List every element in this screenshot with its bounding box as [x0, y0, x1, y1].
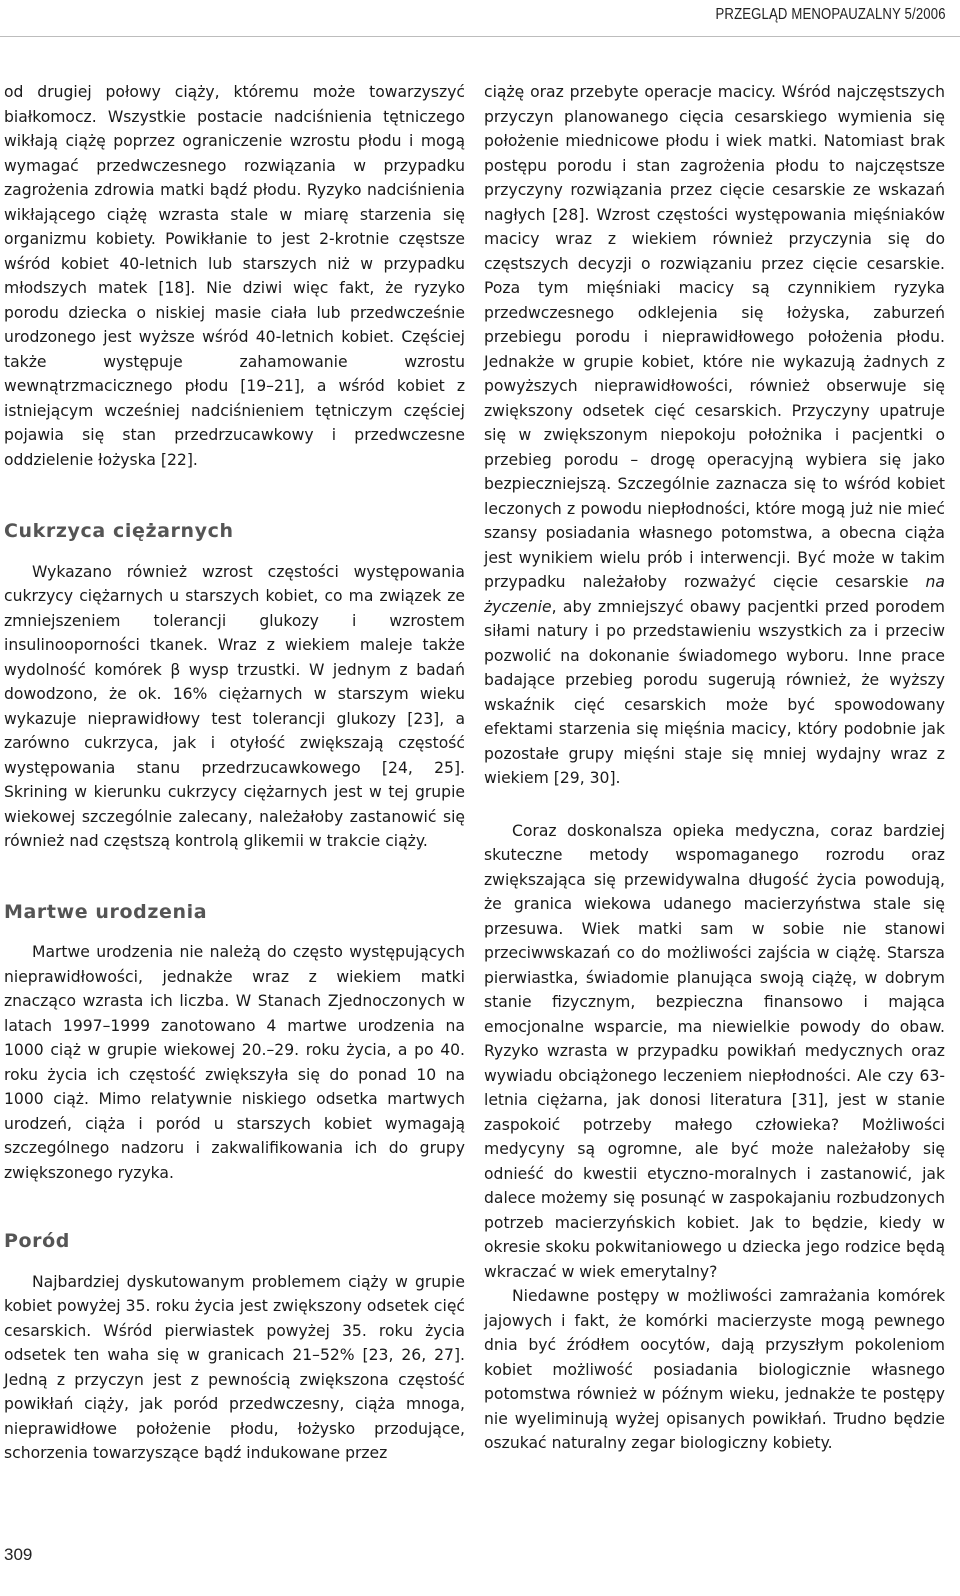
left-column — [4, 80, 465, 1466]
section-heading-porod: Poród — [4, 1230, 71, 1252]
text-run: , aby zmniejszyć obawy pacjentki przed porodem siłami natury i po przedstawieniu wszystkich za i przeciw pozwolić na dokonanie świadomego wyboru. Inne prace badające przebieg porodu sugerują również, że wyższy wskaźnik cięć cesarskich może być spowodowany efektami starzenia się mięśnia macicy, który podobnie jak pozostałe grupy mięśni staje się mniej wydajny wraz z wiekiem [29, 30]. — [484, 597, 945, 787]
paragraph-porod: Najbardziej dyskutowanym problemem ciąży w grupie kobiet powyżej 35. roku życia jest zwiększony odsetek cięć cesarskich. Wśród pierwiastek powyżej 35. roku życia odsetek ten waha się w granicach 21–52% [23, 26, 27]. Jedną z przyczyn jest z pewnością zwiększona częstość powikłań ciąży, jak poród przedwczesny, ciąża mnoga, nieprawidłowe położenie płodu, łożysko przodujące, schorzenia towarzyszące bądź indukowane przez — [4, 1272, 465, 1462]
paragraph-cukrzyca: Wykazano również wzrost częstości występowania cukrzycy ciężarnych u starszych kobiet, co ma związek ze zmniejszeniem tolerancji glukozy i wzrostem insulinooporności tkanek. Wraz z wiekiem maleje także wydolność komórek β wysp trzustki. W jednym z badań dowodzono, że ok. 16% ciężarnych w starszym wieku wykazuje nieprawidłowy test tolerancji glukozy [23], a zarówno cukrzyca, jak i otyłość zwiększają częstość występowania stanu przedrzucawkowego [24, 25]. Skrining w kierunku cukrzycy ciężarnych jest w tej grupie wiekowej szczególnie zalecany, należałoby zastanowić się również nad częstszą kontrolą glikemii w trakcie ciąży. — [4, 562, 465, 850]
paragraph-martwe-urodzenia: Martwe urodzenia nie należą do często występujących nieprawidłowości, jednakże wraz z wiekiem matki znacząco wzrasta ich liczba. W Stanach Zjednoczonych w latach 1997–1999 zanotowano 4 martwe urodzenia na 1000 ciąż w grupie wiekowej 20.–29. roku życia, a po 40. roku życia ich częstość zwiększyła się do ponad 10 na 1000 ciąż. Mimo relatywnie niskiego odsetka martwych urodzeń, ciąża i poród u starszych kobiet wymagają szczególnego nadzoru i zakwalifikowania ich do grupy zwiększonego ryzyka. — [4, 943, 465, 1182]
paragraph-cesarean-continued — [484, 80, 945, 791]
paragraph-modern-medicine: Coraz doskonalsza opieka medyczna, coraz bardziej skuteczne metody wspomaganego rozrodu oraz zwiększająca się przewidywalna długość życia powodują, że granica wiekowa udanego macierzyństwa stale się przesuwa. Wiek matki sam w sobie nie stanowi przeciwwskazań co do możliwości zajścia w ciążę. Starsza pierwiastka, świadomie planująca swoją ciążę, w dobrym stanie fizycznym, bezpieczna finansowo i mająca emocjonalne wsparcie, ma niewielkie powody do obaw. Ryzyko wzrasta w przypadku powikłań medycznych oraz wywiadu obciążonego leczeniem niepłodności. Ale czy 63-letnia ciężarna, jak donosi literatura [31], jest w stanie zaspokoić potrzeby małego człowieka? Możliwości medycyny są ogromne, ale być może należałoby się odnieść do kwestii etyczno-moralnych i zastanowić, jak dalece możemy się posunąć w zaspokajaniu rozbudzonych potrzeb macierzyńskich kobiet. Jak to będzie, kiedy w okresie skoku pokwitaniowego u dziecka jego rodzice będą wkraczać w wiek emerytalny? — [484, 821, 945, 1281]
right-column — [484, 80, 945, 1456]
section-heading-cukrzyca: Cukrzyca ciężarnych — [4, 520, 234, 542]
paragraph-oocyte-freezing: Niedawne postępy w możliwości zamrażania komórek jajowych i fakt, że komórki macierzyste mogą pewnego dnia być źródłem oocytów, dają przyszłym pokoleniom kobiet możliwość posiadania biologicznie własnego potomstwa również w późnym wieku, jednakże te postępy nie wyeliminują wyżej opisanych powikłań. Trudno będzie oszukać naturalny zegar biologiczny kobiety. — [484, 1287, 945, 1452]
italic-phrase: na życzenie — [484, 573, 945, 616]
running-header — [0, 0, 960, 37]
section-heading-martwe-urodzenia: Martwe urodzenia — [4, 900, 208, 923]
text-run: ciążę oraz przebyte operacje macicy. Wśród najczęstszych przyczyn planowanego cięcia cesarskiego wymienia się położenie miednicowe płodu i wiek matki. Natomiast brak postępu porodu i stan zagrożenia płodu to najczęstsze przyczyny rozwiązania przez cięcie cesarskie ze wskazań nagłych [28]. Wzrost częstości występowania mięśniaków macicy wraz z wiekiem również przyczynia się do częstszych decyzji o rozwiązaniu przez cięcie cesarskie. Poza tym mięśniaki macicy są czynnikiem ryzyka przedwczesnego odklejenia się łożyska, zaburzeń przebiegu porodu i nieprawidłowego położenia płodu. Jednakże w grupie kobiet, które nie wykazują żadnych z powyższych nieprawidłowości, również obserwuje się zwiększony odsetek cięć cesarskich. Przyczyny upatruje się w zwiększonym niepokoju położnika i pacjentki o przebieg porodu – drogę operacyjną wybiera się jako bezpieczniejszą. Szczególnie zaznacza się to wśród kobiet leczonych z powodu niepłodności, które mogą już nie mieć szansy posiadania własnego potomstwa, a obecna ciąża jest wynikiem wielu prób i interwencji. Być może w takim przypadku należałoby rozważyć cięcie cesarskie — [484, 83, 945, 591]
journal-name: PRZEGLĄD MENOPAUZALNY 5/2006 — [715, 6, 946, 23]
paragraph-hypertension-continued: od drugiej połowy ciąży, któremu może towarzyszyć białkomocz. Wszystkie postacie nadciśnienia tętniczego wikłają ciążę poprzez ograniczenie wzrostu płodu i mogą wymagać przedwczesnego rozwiązania w przypadku zagrożenia zdrowia matki bądź płodu. Ryzyko nadciśnienia wikłającego ciążę wzrasta stale w miarę starzenia się organizmu kobiety. Powikłanie to jest 2-krotnie częstsze wśród kobiet 40-letnich lub starszych niż w przypadku młodszych matek [18]. Nie dziwi więc fakt, że ryzyko porodu dziecka o niskiej masie ciała lub przedwcześnie urodzonego jest wyższe wśród 40-letnich kobiet. Częściej także występuje zahamowanie wzrostu wewnątrzmacicznego płodu [19–21], a wśród kobiet z istniejącym wcześniej nadciśnieniem tętniczym częściej pojawia się stan przedrzucawkowy i przedwczesne oddzielenie łożyska [22]. — [4, 83, 465, 469]
page-number: 309 — [4, 1545, 33, 1564]
